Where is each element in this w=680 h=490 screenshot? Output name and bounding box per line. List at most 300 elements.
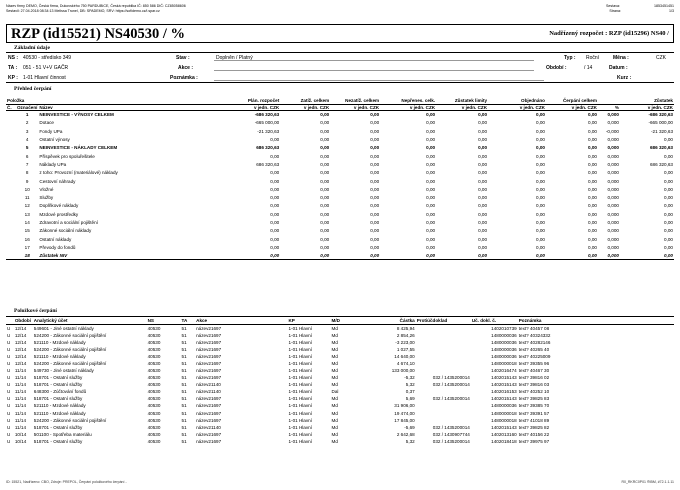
row-value: 0,00 xyxy=(588,178,597,184)
row-value: 686 320,63 xyxy=(256,145,280,151)
row-value: 686 320,63 xyxy=(256,161,280,167)
detail-cell: 51 xyxy=(181,403,187,409)
row-value: 0,00 xyxy=(664,211,673,217)
parent-budget: Nadřízený rozpočet : RZP (id15296) NS40 / xyxy=(549,30,669,37)
kurz-label: Kurz : xyxy=(617,75,632,81)
detail-cell: 40530 xyxy=(147,389,161,395)
row-value: 0,00 xyxy=(664,203,673,209)
row-value: 0,00 xyxy=(478,120,488,126)
row-value: 0,00 xyxy=(588,137,597,143)
detail-cell: 524200 - Zákonné sociální pojištění xyxy=(33,417,107,423)
detail-cell: 518701 - Ostatní služby xyxy=(33,438,83,444)
row-c xyxy=(6,135,16,143)
row-value: 0,00 xyxy=(426,228,436,234)
detail-cell: 12/14 xyxy=(14,347,27,353)
row-value: 0,00 xyxy=(588,112,597,118)
detail-cell: 51 xyxy=(181,347,187,353)
detail-cell: 1-01 Hlavní xyxy=(288,403,312,409)
detail-cell: 40530 xyxy=(147,438,161,444)
detail-cell: 5,69 xyxy=(405,396,415,402)
detail-cell: název21697 xyxy=(196,403,222,409)
row-value: 0,00 xyxy=(664,244,673,250)
detail-cell: text? 40156 22 xyxy=(518,431,550,437)
row-number: 5 xyxy=(25,145,29,151)
detail-cell: 032 / 1435200014 xyxy=(432,396,470,402)
overview-row xyxy=(6,160,674,168)
row-value: 0,00 xyxy=(320,203,330,209)
row-value: 0,00 xyxy=(536,195,545,201)
ns-value: 40530 - středisko 349 xyxy=(23,55,72,61)
detail-cell: 032 / 1435200014 xyxy=(432,438,470,444)
row-value: 0,00 xyxy=(426,161,436,167)
detail-cell: 521110 - Mzdové náklady xyxy=(33,354,86,360)
row-number: 4 xyxy=(25,137,29,143)
col-polozka: Položka xyxy=(6,98,224,104)
author-line: Sestavil: 27.04.2018 08:34:13 Melissa Trunel, DB: SPADEMO, SRV: https://sofidemo.cz/i.spar.cz xyxy=(6,9,160,13)
row-value: 0,00 xyxy=(370,161,380,167)
detail-row xyxy=(6,424,674,431)
col-header-6b: v jedn. CZK xyxy=(488,104,546,111)
detail-cell: 51 xyxy=(181,354,187,360)
row-value: 0,00 xyxy=(588,170,597,176)
row-value: 0,00 xyxy=(320,228,330,234)
detail-row xyxy=(6,395,674,402)
col-header-7b: v jedn. CZK xyxy=(546,104,598,111)
kp-value: 1-01 Hlavní činnost xyxy=(23,75,66,81)
row-value: 0,00 xyxy=(426,244,436,250)
detail-cell: text? 40282146 xyxy=(518,340,551,346)
row-value: 0,00 xyxy=(664,137,673,143)
detail-cell: Md xyxy=(331,368,338,374)
ns-label: NS : xyxy=(8,55,18,61)
detail-cell: Md xyxy=(331,417,338,423)
row-value: 0,00 xyxy=(536,120,545,126)
row-value: 0,00 xyxy=(224,252,280,260)
detail-cell: 1-01 Hlavní xyxy=(288,368,312,374)
row-value: 0,00 xyxy=(270,178,280,184)
detail-cell: 1-01 Hlavní xyxy=(288,382,312,388)
detail-cell: 10/14 xyxy=(14,438,27,444)
row-c xyxy=(6,218,16,226)
detail-cell: 40530 xyxy=(147,354,161,360)
page-number-value: 1/3 xyxy=(669,9,674,13)
detail-row xyxy=(6,381,674,388)
row-number: 11 xyxy=(24,195,30,201)
detail-cell: U xyxy=(7,438,11,444)
detail-cell: Md xyxy=(331,361,338,367)
detail-cell: 1402013160 xyxy=(491,431,517,437)
detail-cell: 549730 - Jiné ostatní náklady xyxy=(33,368,94,374)
row-value: 0,00 xyxy=(536,170,545,176)
overview-row xyxy=(6,193,674,201)
detail-cell: 12/14 xyxy=(14,361,27,367)
detail-cell: název21140 xyxy=(196,424,221,430)
col-header-4b: v jedn. CZK xyxy=(380,104,436,111)
detail-cell xyxy=(416,332,471,339)
row-value: 0,00 xyxy=(536,153,545,159)
detail-cell: 40530 xyxy=(147,333,161,339)
overview-table xyxy=(6,98,674,260)
row-value: 0,000 xyxy=(607,228,619,234)
row-value: 0,000 xyxy=(607,203,619,209)
overview-row xyxy=(6,152,674,160)
detail-cell: 51 xyxy=(181,326,187,331)
detail-cell: 40530 xyxy=(147,375,161,381)
row-value: 0,00 xyxy=(588,186,597,192)
row-value: 0,00 xyxy=(320,211,330,217)
detail-cell: Md xyxy=(331,333,338,339)
footer-left: ID: 15521, Nadřízeno: CBO, Zdroje: PREPOL, Čerpání položkového čerpání - xyxy=(6,480,127,484)
detail-cell: název21697 xyxy=(196,438,222,444)
col-header-8b: % xyxy=(598,104,620,111)
detail-cell: 1402016474 xyxy=(491,368,517,374)
detail-cell: 518701 - Ostatní služby xyxy=(33,424,83,430)
row-c xyxy=(6,185,16,193)
row-value: 0,000 xyxy=(607,145,619,151)
row-c xyxy=(6,243,16,251)
detail-cell: 518701 - Ostatní služby xyxy=(33,396,83,402)
detail-cell: -5,32 xyxy=(404,375,415,381)
detail-cell: 0,37 xyxy=(405,389,415,395)
row-value: 0,00 xyxy=(426,137,436,143)
col-header-3a: Nezatíž. celkem xyxy=(330,98,380,104)
detail-row xyxy=(6,388,674,395)
detail-cell: 11/14 xyxy=(14,410,26,416)
detail-cell xyxy=(416,388,471,395)
row-value: 0,00 xyxy=(426,153,436,159)
row-value: 0,00 xyxy=(370,203,380,209)
detail-cell: 521110 - Mzdové náklady xyxy=(33,410,86,416)
detail-cell: 51 xyxy=(181,340,187,346)
detail-table xyxy=(6,316,674,445)
row-number: 12 xyxy=(24,203,30,209)
detail-cell: Md xyxy=(331,382,338,388)
detail-cell: 1402015143 xyxy=(491,424,517,430)
row-value: 0,00 xyxy=(664,236,673,242)
row-value: -0,000 xyxy=(605,128,619,134)
row-value: 0,00 xyxy=(380,252,436,260)
detail-cell: 51 xyxy=(181,361,187,367)
row-value: 0,00 xyxy=(270,195,280,201)
overview-section-title: Přehled čerpání xyxy=(14,86,52,92)
detail-cell: 1-01 Hlavní xyxy=(288,424,312,430)
detail-body xyxy=(6,325,674,445)
row-value: 0,00 xyxy=(536,228,545,234)
detail-cell: text? 40324332 xyxy=(518,333,551,339)
row-number: 13 xyxy=(24,211,30,217)
col-header-3b: v jedn. CZK xyxy=(330,104,380,111)
detail-cell: 032 / 1435200014 xyxy=(432,424,470,430)
kp-label: KP : xyxy=(8,75,18,81)
row-value: 0,00 xyxy=(664,186,673,192)
detail-cell: 11/14 xyxy=(14,389,26,395)
row-value: 0,00 xyxy=(536,178,545,184)
page-number xyxy=(609,9,674,14)
row-value: 0,00 xyxy=(488,252,546,260)
detail-row xyxy=(6,325,674,333)
detail-cell: -3 223,00 xyxy=(395,340,415,346)
detail-cell: 11/14 xyxy=(14,403,26,409)
detail-cell: 1480000036 xyxy=(491,340,517,346)
row-value: -686 320,63 xyxy=(648,112,673,118)
row-value: 0,00 xyxy=(478,178,488,184)
detail-row xyxy=(6,332,674,339)
row-name: Zdravotní a sociální pojištění xyxy=(39,220,98,225)
row-value: 0,00 xyxy=(270,236,280,242)
row-value: 0,00 xyxy=(536,244,545,250)
row-c xyxy=(6,127,16,135)
detail-cell: U xyxy=(7,396,11,402)
detail-row xyxy=(6,431,674,438)
detail-cell: 1480000036 xyxy=(491,333,517,339)
detail-cell: U xyxy=(7,333,11,339)
overview-row xyxy=(6,227,674,235)
row-value: 0,00 xyxy=(478,203,488,209)
detail-cell: název21140 xyxy=(196,389,221,395)
detail-cell: -5,69 xyxy=(404,424,415,430)
detail-cell: text? 39391 57 xyxy=(518,410,550,416)
row-value: 0,000 xyxy=(607,170,619,176)
detail-row xyxy=(6,417,674,424)
basic-section-title: Základní údaje xyxy=(14,45,50,51)
detail-cell: 549601 - Jiné ostatní náklady xyxy=(33,326,94,331)
row-value: 0,00 xyxy=(588,195,597,201)
detail-cell: text? 39816 02 xyxy=(518,375,550,381)
row-value: 0,00 xyxy=(320,153,330,159)
col-header-2b: v jedn. CZK xyxy=(280,104,330,111)
detail-cell: 1-01 Hlavní xyxy=(288,431,312,437)
detail-cell: 1480000036 xyxy=(491,354,517,360)
row-value: 0,00 xyxy=(370,220,380,225)
overview-row xyxy=(6,144,674,152)
detail-cell: 1-01 Hlavní xyxy=(288,438,312,444)
row-value: 0,00 xyxy=(664,153,673,159)
overview-row xyxy=(6,235,674,243)
row-value: 0,00 xyxy=(478,161,488,167)
row-value: 0,00 xyxy=(536,220,545,225)
row-value: 0,00 xyxy=(426,203,436,209)
detail-cell: 51 xyxy=(181,389,187,395)
detail-cell: 5,32 xyxy=(405,438,415,444)
row-value: 0,00 xyxy=(426,211,436,217)
stav-value: Doplněn / Platný xyxy=(216,55,253,61)
detail-cell: 1480000018 xyxy=(491,417,517,423)
row-number: 15 xyxy=(24,228,30,234)
row-value: 0,00 xyxy=(370,178,380,184)
row-number: 7 xyxy=(25,161,29,167)
detail-cell: 11/14 xyxy=(14,396,26,402)
overview-row xyxy=(6,252,674,260)
detail-cell: 1-01 Hlavní xyxy=(288,410,312,416)
row-c xyxy=(6,177,16,185)
detail-cell xyxy=(416,402,471,409)
row-value: 0,00 xyxy=(588,161,597,167)
row-c xyxy=(6,169,16,177)
overview-row xyxy=(6,135,674,143)
col-header-9b: v jedn. CZK xyxy=(620,104,674,111)
ta-value: 051 - 51 V+V GAČR xyxy=(23,65,69,71)
row-value: 0,00 xyxy=(270,228,280,234)
detail-cell: text? 39355 96 xyxy=(518,361,550,367)
overview-row xyxy=(6,127,674,135)
detail-cell: název21697 xyxy=(196,410,222,416)
row-name: Dotace xyxy=(39,120,54,126)
row-name: Ostatní výnosy xyxy=(39,137,70,143)
row-name: Ostatní náklady xyxy=(39,236,72,242)
detail-cell: název21697 xyxy=(196,347,222,353)
detail-cell: 11/14 xyxy=(14,424,26,430)
row-value: 0,00 xyxy=(536,211,545,217)
detail-cell: název21697 xyxy=(196,340,222,346)
row-number: 3 xyxy=(25,128,29,134)
detail-cell: název21697 xyxy=(196,326,222,331)
detail-row xyxy=(6,438,674,445)
detail-cell: 40530 xyxy=(147,396,161,402)
detail-cell: 1402015143 xyxy=(491,375,517,381)
row-value: 0,00 xyxy=(478,244,488,250)
row-value: 0,00 xyxy=(478,228,488,234)
detail-cell: 2 854,26 xyxy=(396,333,415,339)
detail-cell: Md xyxy=(331,410,338,416)
detail-cell: 51 xyxy=(181,368,187,374)
detail-cell: Md xyxy=(331,354,338,360)
detail-cell: 5,32 xyxy=(405,382,415,388)
row-value: 686 320,63 xyxy=(650,161,673,167)
row-value: 0,00 xyxy=(478,236,488,242)
detail-col-header: Poznámka xyxy=(518,317,674,325)
detail-cell: text? 40467 30 xyxy=(518,368,550,374)
detail-col-header: Období xyxy=(14,318,31,323)
detail-cell: U xyxy=(7,417,11,423)
col-nazev: Název xyxy=(38,104,224,111)
row-number: 16 xyxy=(24,236,30,242)
row-value: 0,00 xyxy=(370,195,380,201)
detail-cell: 521110 - Mzdové náklady xyxy=(33,403,86,409)
detail-cell: U xyxy=(7,354,11,360)
row-name: Převody do fondů xyxy=(39,244,76,250)
detail-cell: Md xyxy=(331,347,338,353)
row-c xyxy=(6,210,16,218)
overview-row xyxy=(6,218,674,226)
detail-cell: text? 40252 10 xyxy=(518,389,550,395)
row-value: 0,00 xyxy=(270,220,280,225)
detail-cell: 19 474,00 xyxy=(394,410,415,416)
detail-cell: 11/14 xyxy=(14,417,26,423)
detail-cell: 1-01 Hlavní xyxy=(288,333,312,339)
detail-cell: název21697 xyxy=(196,361,222,367)
detail-cell: 032 / 1435200014 xyxy=(432,382,470,388)
row-value: 0,00 xyxy=(320,236,330,242)
row-value: 0,00 xyxy=(478,145,488,151)
report-title: RZP (id15521) NS40530 / % xyxy=(11,26,186,42)
row-name: Zákonné sociální náklady xyxy=(39,228,92,234)
row-value: 0,00 xyxy=(270,203,280,209)
row-name: Cestovní náhrady xyxy=(39,178,76,184)
row-value: 0,000 xyxy=(607,220,619,225)
row-value: 0,00 xyxy=(270,244,280,250)
row-number: 17 xyxy=(24,244,30,250)
row-value: 0,00 xyxy=(370,153,380,159)
row-value: 0,00 xyxy=(536,186,545,192)
row-value: 0,00 xyxy=(426,170,436,176)
detail-cell: 40530 xyxy=(147,340,161,346)
row-name: NEINVESTICE - VÝNOSY CELKEM xyxy=(39,112,114,118)
col-oznaceni: Označení xyxy=(16,104,38,110)
overview-row xyxy=(6,111,674,119)
row-number: 14 xyxy=(24,220,30,225)
detail-cell: název21697 xyxy=(196,333,222,339)
row-value: 0,00 xyxy=(588,128,597,134)
col-c: Č. xyxy=(6,104,16,111)
row-name: NEINVESTICE - NÁKLADY CELKEM xyxy=(39,145,118,151)
row-value: 0,00 xyxy=(588,153,597,159)
row-value: 0,00 xyxy=(320,220,330,225)
row-value: 0,00 xyxy=(270,186,280,192)
row-name: Mzdové prostředky xyxy=(39,211,79,217)
row-number: 2 xyxy=(25,120,29,126)
detail-col-header xyxy=(6,317,14,325)
detail-cell: Md xyxy=(331,424,338,430)
row-value: 0,00 xyxy=(588,228,597,234)
row-number: 6 xyxy=(25,153,29,159)
detail-cell: 40530 xyxy=(147,431,161,437)
row-c xyxy=(6,144,16,152)
detail-section-title: Položkové čerpání xyxy=(14,308,57,314)
detail-cell xyxy=(416,339,471,346)
detail-cell: 1-01 Hlavní xyxy=(288,396,312,402)
row-value: 0,00 xyxy=(320,161,330,167)
detail-cell: 14 640,00 xyxy=(394,354,415,360)
detail-cell: 31 906,00 xyxy=(394,403,415,409)
detail-col-header: Analytický účet xyxy=(33,317,147,325)
detail-col-header: Částka xyxy=(377,317,416,325)
detail-cell: 1480000036 xyxy=(491,403,517,409)
row-value: 0,000 xyxy=(607,195,619,201)
col-header-5a: Zůstatek limity xyxy=(436,98,488,104)
detail-cell: 133 000,00 xyxy=(391,368,415,374)
row-value: 0,00 xyxy=(270,137,280,143)
row-value: 0,00 xyxy=(370,186,380,192)
row-value: -665 000,00 xyxy=(254,120,280,126)
row-name: Příspěvek pro spoluřešitele xyxy=(39,153,95,159)
footer-right: R0_RKRC0P01 ®IBM, #72.1.1.11 xyxy=(621,480,674,484)
row-value: 0,000 xyxy=(607,161,619,167)
row-value: 0,00 xyxy=(370,236,380,242)
detail-cell: text? 39825 82 xyxy=(518,424,550,430)
row-name: Náklady UPa xyxy=(39,161,67,167)
detail-cell: text? 39975 97 xyxy=(518,438,550,444)
row-c xyxy=(6,111,16,119)
row-value: 0,00 xyxy=(588,145,597,151)
detail-cell: 12/14 xyxy=(14,333,27,339)
row-value: 0,00 xyxy=(320,244,330,250)
row-value: 0,00 xyxy=(536,128,545,134)
row-value: 0,00 xyxy=(588,244,597,250)
detail-cell: 12/14 xyxy=(14,354,27,360)
col-header-1b: v jedn. CZK xyxy=(224,104,280,111)
detail-header-row xyxy=(6,317,674,325)
row-value: 0,000 xyxy=(607,120,619,126)
detail-row xyxy=(6,367,674,374)
detail-cell: 518701 - Ostatní služby xyxy=(33,375,83,381)
detail-row xyxy=(6,402,674,409)
col-header-7a: Čerpání celkem xyxy=(546,98,598,104)
row-value: 0,00 xyxy=(320,137,330,143)
detail-cell: název21697 xyxy=(196,368,222,374)
overview-row xyxy=(6,119,674,127)
detail-cell: 40530 xyxy=(147,410,161,416)
detail-cell: U xyxy=(7,410,11,416)
